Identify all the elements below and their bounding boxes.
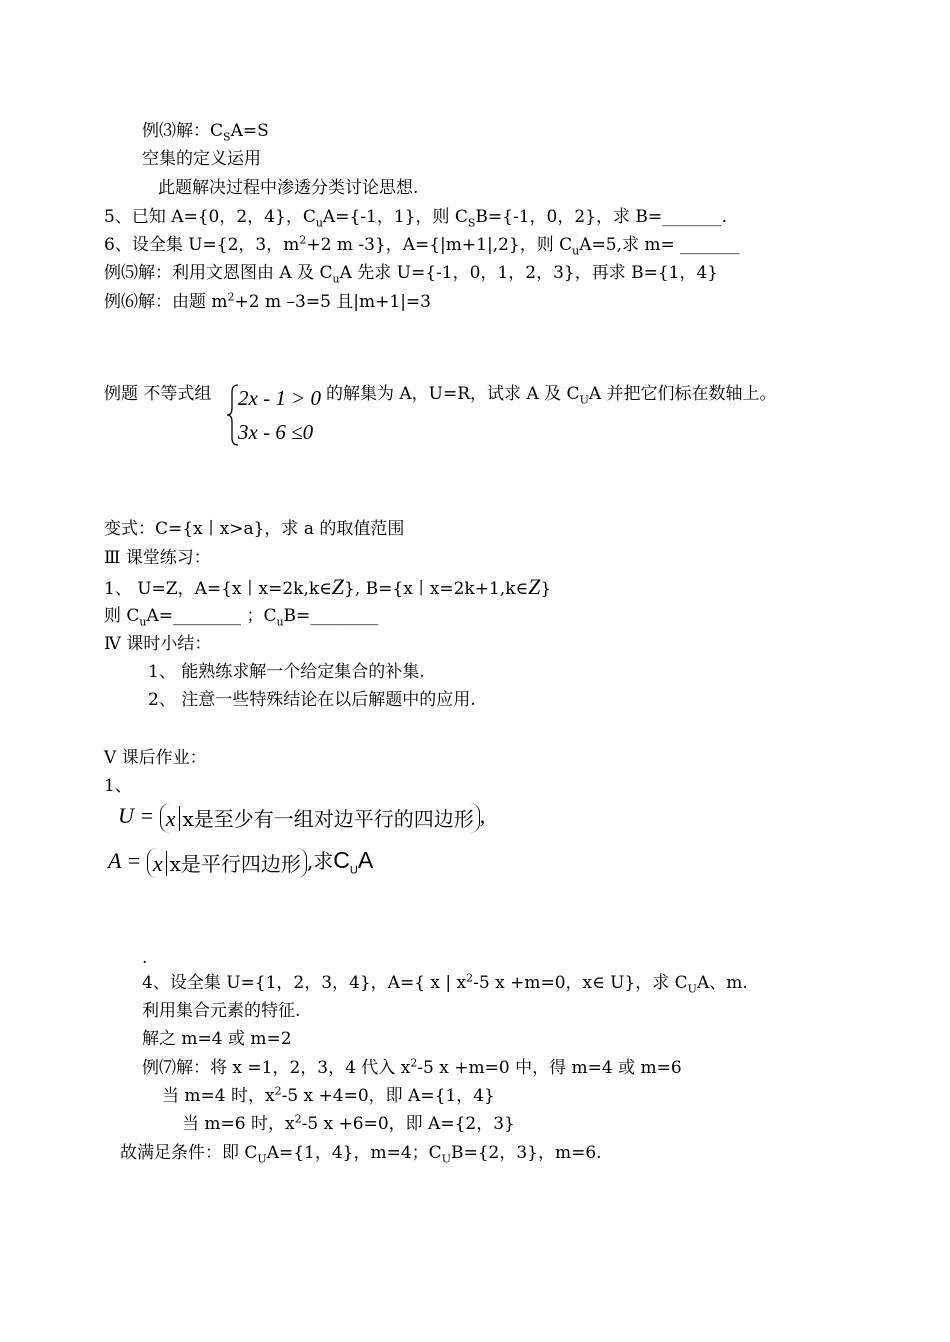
inequality-2: 3x - 6 ≤0 xyxy=(238,420,314,444)
variant-line: 变式：C={x丨x>a}，求 a 的取值范围 xyxy=(104,519,405,539)
problem-6: 6、设全集 U={2，3，$m^2+2$ m -3}，A={|m+1|,2}，则 $C_uA=5$,求 m= _______ xyxy=(104,233,740,258)
practice-1: 1、 U=Z，A={x丨x=2k,k∈Z}, B={x丨x=2k+1,k∈Z} xyxy=(104,574,552,599)
problem-4-answer: 解之 m=4 或 m=2 xyxy=(142,1029,292,1049)
set-u-definition: U = x x是至少有一组对边平行的四边形 , xyxy=(118,803,486,831)
section-5-heading: Ⅴ 课后作业： xyxy=(104,748,207,768)
dot-mark: . xyxy=(142,948,148,968)
case-m6: 当 m=6 时，$x^2-5$ x +6=0，即 A={2，3} xyxy=(182,1112,515,1134)
homework-1: 1、 xyxy=(104,776,132,796)
problem-5: 5、已知 A={0，2，4}，$C_uA=\{-1$，1}，则 $C_SB=\{-1$，0，2}，求 B=_______. xyxy=(104,207,728,230)
practice-1-answer: 则 $C_uA=\_\_\_\_\_\_\_\_$ ；$C_uB=\_\_\_\_\_\_\_\_$ xyxy=(104,606,379,629)
problem-4-hint: 利用集合元素的特征. xyxy=(142,1001,301,1021)
solution-6: 例⑹解：由题 $m^2+2$ m –3=5 且|m+1|=3 xyxy=(104,290,431,312)
summary-1: 1、 能熟练求解一个给定集合的补集. xyxy=(148,662,425,682)
inequality-1: 2x - 1 > 0 xyxy=(238,386,321,410)
section-3-heading: Ⅲ 课堂练习： xyxy=(104,548,211,568)
conclusion: 故满足条件：即 $C_UA=\{1$，4}，m=4；$C_UB=\{2$，3}，m=6. xyxy=(120,1143,602,1166)
set-a-definition: A = x x是平行四边形 ,求$C_UA$ xyxy=(108,847,374,877)
section-4-heading: Ⅳ 课时小结： xyxy=(104,634,212,654)
summary-2: 2、 注意一些特殊结论在以后解题中的应用. xyxy=(148,690,476,710)
example-inequality-label: 例题 不等式组 xyxy=(104,384,212,404)
solution-5: 例⑸解：利用文恩图由 A 及 $C_uA$ 先求 U={-1，0，1，2，3}，再求 B={1，4} xyxy=(104,263,719,286)
line-discussion: 此题解决过程中渗透分类讨论思想. xyxy=(158,178,419,198)
example-inequality-text: 的解集为 A，U=R，试求 A 及 $C_UA$ 并把它们标在数轴上。 xyxy=(326,384,777,407)
solution-7: 例⑺解：将 x =1，2，3，4 代入 $x^2-5$ x +m=0 中，得 m=4 或 m=6 xyxy=(142,1056,682,1078)
line-empty-set: 空集的定义运用 xyxy=(142,149,261,169)
case-m4: 当 m=4 时，$x^2-5$ x +4=0，即 A={1，4} xyxy=(162,1084,495,1106)
problem-4: 4、设全集 U={1，2，3，4}，A={ x | $x^2-5$ x +m=0，x∈ U}，求 $C_UA$、m. xyxy=(142,971,748,996)
line-ex3: 例⑶解：$C_SA=S$ xyxy=(142,121,269,144)
